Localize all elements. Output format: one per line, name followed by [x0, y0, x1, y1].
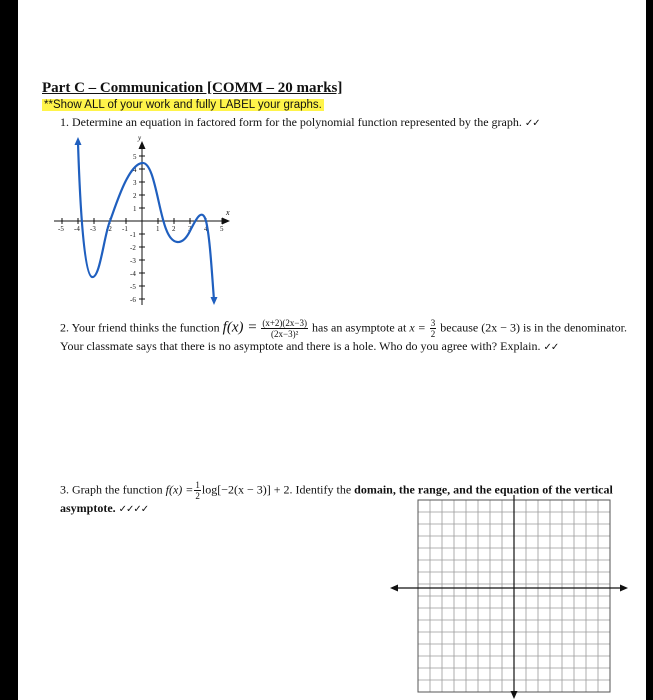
x-tick-neg3: -3 — [90, 225, 96, 233]
y-tick-neg1: -1 — [130, 231, 136, 239]
q2-value-numerator: 3 — [430, 318, 436, 328]
y-axis-label: y — [138, 135, 142, 142]
q1-checkmarks: ✓✓ — [524, 118, 540, 129]
y-tick-neg3: -3 — [130, 257, 136, 265]
q2-fraction-denominator: (2x−3)² — [271, 329, 299, 339]
y-tick-2: 2 — [133, 192, 137, 200]
q3-text-a: Graph the function — [72, 482, 163, 497]
q2-fraction-numerator: (x+2)(2x−3) — [262, 318, 307, 328]
x-tick-5: 5 — [220, 225, 224, 233]
q2-function-name: f(x) = — [222, 319, 258, 336]
y-tick-4: 4 — [133, 166, 137, 174]
q3-number: 3. — [60, 482, 69, 497]
q3-function-name: f(x) = — [165, 482, 194, 497]
x-tick-2: 2 — [172, 225, 176, 233]
x-tick-1: 1 — [156, 225, 160, 233]
q1-polynomial-graph — [54, 135, 234, 310]
y-tick-5: 5 — [133, 153, 137, 161]
q3-text-b: Identify the — [295, 482, 352, 497]
y-tick-3: 3 — [133, 179, 137, 187]
right-photo-edge — [646, 0, 653, 700]
grid-x-arrow-left — [390, 585, 398, 592]
x-axis-label: x — [226, 208, 230, 217]
q3-expression: log[−2(x − 3)] + 2. — [201, 482, 293, 497]
highlight-note: **Show ALL of your work and fully LABEL your graphs. — [44, 99, 322, 111]
q2-fraction — [261, 318, 308, 339]
y-tick-1: 1 — [133, 205, 137, 213]
x-tick-neg5: -5 — [58, 225, 64, 233]
question-2 — [60, 318, 630, 355]
y-tick-neg4: -4 — [130, 270, 136, 278]
q2-x-equals: x = — [409, 320, 426, 335]
x-tick-4: 4 — [204, 225, 208, 233]
x-tick-3: 3 — [188, 225, 192, 233]
x-axis-arrow — [222, 218, 230, 225]
grid-y-arrow-down — [511, 691, 518, 699]
question-1 — [60, 115, 540, 131]
y-tick-neg2: -2 — [130, 244, 136, 252]
section-heading: Part C – Communication [COMM – 20 marks] — [42, 80, 343, 96]
q3-coef-denominator: 2 — [195, 491, 200, 501]
q2-value-fraction — [430, 318, 437, 339]
q3-coefficient-fraction — [194, 480, 201, 501]
x-tick-neg4: -4 — [74, 225, 80, 233]
y-tick-neg5: -5 — [130, 283, 136, 291]
q3-coef-numerator: 1 — [195, 480, 200, 490]
y-tick-neg6: -6 — [130, 296, 136, 304]
curve-arrow-up — [75, 137, 82, 145]
x-tick-neg1: -1 — [122, 225, 128, 233]
q1-text: Determine an equation in factored form for the polynomial function represented by the graph. — [72, 115, 522, 129]
left-photo-edge — [0, 0, 18, 700]
q2-text-c: because (2x − 3) is in the denominator. Your classmate says that there is no asymptote and there is a hole. Who do you agree with? Explain. — [60, 320, 627, 353]
y-axis-arrow — [139, 141, 146, 149]
q2-checkmarks: ✓✓ — [543, 342, 559, 353]
x-tick-neg2: -2 — [106, 225, 112, 233]
q3-blank-grid — [388, 495, 633, 700]
q2-text-b: has an asymptote at — [312, 320, 407, 335]
q1-number: 1. — [60, 115, 69, 129]
q3-bold-instruction: domain, the range, and the equation of the vertical asymptote. — [60, 482, 613, 515]
grid-x-arrow-right — [620, 585, 628, 592]
worksheet-page — [18, 0, 646, 700]
q3-checkmarks: ✓✓✓✓ — [118, 504, 149, 515]
q2-number: 2. — [60, 320, 69, 335]
curve-arrow-down — [211, 297, 218, 305]
q2-text-a: Your friend thinks the function — [71, 320, 220, 335]
q2-value-denominator: 2 — [430, 329, 436, 339]
